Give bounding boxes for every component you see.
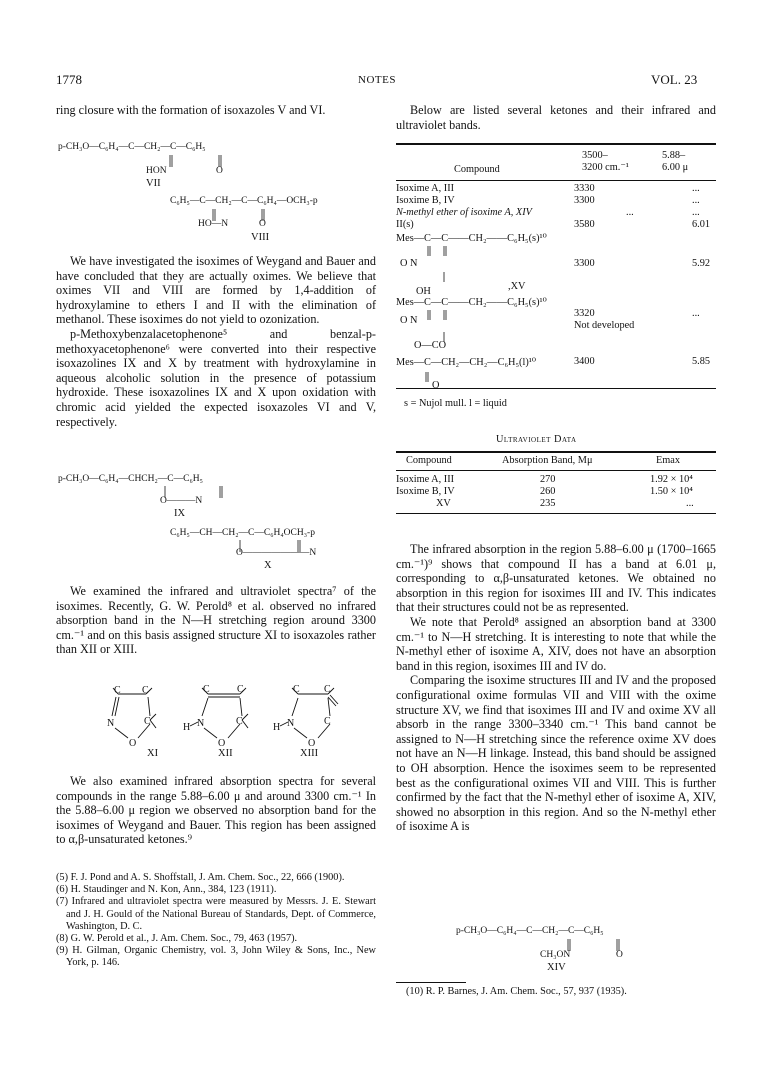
cell-compound: Isoxime A, III <box>396 183 455 194</box>
footnote: (5) F. J. Pond and A. S. Shoffstall, J. Am. Chem. Soc., 22, 666 (1900). <box>56 872 345 883</box>
label-ix: IX <box>174 508 186 519</box>
sub-o: O <box>616 950 623 960</box>
right-body <box>396 542 716 834</box>
sub-hon: HON <box>146 166 167 176</box>
struct-sub: O N <box>400 315 418 326</box>
cell-compound: Mes—C—CH₂—CH₂—C₆H₅(l)¹⁰ <box>396 357 536 368</box>
svg-text:N: N <box>107 718 115 729</box>
table-rule-top <box>396 143 716 145</box>
svg-text:C: C <box>237 684 244 695</box>
sub-ho-n: HO—N <box>198 219 229 229</box>
sub-ring: O———N <box>160 496 203 506</box>
ir-header-588: 5.88– 6.00 μ <box>662 150 689 173</box>
table-rule-bottom <box>396 388 716 389</box>
cell-compound: Mes—C—C——CH₂——C₆H₅(s)¹⁰ <box>396 233 547 244</box>
cell-value: ... <box>692 207 700 218</box>
cell-value: 270 <box>540 474 556 485</box>
volume-label: VOL. 23 <box>651 72 698 87</box>
cell-value: ... <box>692 308 700 319</box>
cell-compound: Isoxime A, III <box>396 474 455 485</box>
uv-header-emax: Emax <box>656 455 681 466</box>
svg-text:N: N <box>197 718 205 729</box>
left-intro <box>56 103 376 118</box>
svg-text:H: H <box>273 722 281 733</box>
uv-header-compound: Compound <box>406 455 452 466</box>
sub-o: O <box>216 166 223 176</box>
paragraph: p-Methoxybenzalacetophenone⁵ and benzal-p-methoxyacetophenone⁶ were converted into their respective isoxazolines IX and X by treatment with hydroxylamine in aqueous alcoholic solution in the presence of potassium hydroxide. These isoxazolines IX and X upon oxidation with chromic acid yielded the expected isoxazoles VI and V, respectively. <box>56 326 376 429</box>
struct-sub: O—CO <box>414 340 447 351</box>
label-viii: VIII <box>251 232 270 243</box>
label-x: X <box>264 560 272 571</box>
paragraph: We examined the infrared and ultraviolet spectra⁷ of the isoximes. Recently, G. W. Perold⁸ et al. observed no infrared absorption band in the N—H stretching region around 3300 cm.⁻¹ and on this basis assigned structure XI to isoxazoles rather than XII or XIII. <box>56 584 376 657</box>
cell-value: 260 <box>540 486 556 497</box>
cell-value: 5.85 <box>692 356 711 367</box>
svg-text:C: C <box>324 684 331 695</box>
cell-value: 1.92 × 10⁴ <box>650 474 693 485</box>
paragraph: We have investigated the isoximes of Weygand and Bauer and have concluded that they are actually oximes. We believe that oximes VII and VIII are formed by 1,4-addition of hydroxylamine to ethers I and II with the elimination of methanol. These isoximes do not yield to ozonization. <box>56 254 376 327</box>
uv-table-body <box>396 474 716 514</box>
ir-table-bonds <box>396 240 576 390</box>
label-xiii: XIII <box>300 748 319 759</box>
left-body-1 <box>56 254 376 429</box>
footnote: (6) H. Staudinger and N. Kon, Ann., 384, 123 (1911). <box>56 884 277 896</box>
cell-value: 3320 Not developed <box>574 308 635 331</box>
svg-text:O: O <box>218 738 226 749</box>
uv-rule-bottom <box>396 513 716 514</box>
footnote: (8) G. W. Perold et al., J. Am. Chem. Soc., 79, 463 (1957). <box>56 933 298 945</box>
uv-rule-header <box>396 470 716 471</box>
cell-value: 235 <box>540 498 556 509</box>
uv-rule-top <box>396 451 716 453</box>
label-xiv: XIV <box>547 962 566 973</box>
cell-value: ... <box>686 498 694 509</box>
structure-xiv: p-CH₃O—C₆H₄—C—CH₂—C—C₆H₅ <box>456 926 604 936</box>
left-footnotes <box>56 872 376 970</box>
structure-viii: C₆H₅—C—CH₂—C—C₆H₄—OCH₃-p <box>170 196 318 206</box>
svg-text:C: C <box>203 684 210 695</box>
ir-header-3500: 3500– 3200 cm.⁻¹ <box>582 150 629 173</box>
cell-value: 3300 <box>574 258 595 269</box>
cell-compound: XV <box>436 498 451 509</box>
cell-value: 3580 <box>574 219 595 230</box>
cell-compound: Mes—C—C——CH₂——C₆H₅(s)¹⁰ <box>396 297 547 308</box>
footnote: (7) Infrared and ultraviolet spectra were measured by Messrs. J. E. Stewart and J. H. Gould of the National Bureau of Standards, Dept. of Commerce, Washington, D. C. <box>56 896 376 932</box>
svg-text:C: C <box>324 716 331 727</box>
cell-value: ... <box>692 183 700 194</box>
svg-text:C: C <box>142 685 149 696</box>
sub-o: O <box>259 219 266 229</box>
cell-value: 3300 <box>574 195 595 206</box>
cell-value: ... <box>626 207 634 218</box>
uv-header-band: Absorption Band, Mμ <box>502 455 593 466</box>
cell-compound: Isoxime B, IV <box>396 195 455 206</box>
cell-value: 5.92 <box>692 258 711 269</box>
cell-value: ... <box>692 195 700 206</box>
paragraph: We also examined infrared absorption spectra for several compounds in the range 5.88–6.00 μ and around 3300 cm.⁻¹ In the 5.88–6.00 μ region we observed no absorption band for the isoximes of Weygand and Bauer. This region has been assigned to α,β-unsaturated ketones.⁹ <box>56 774 376 847</box>
label-xii: XII <box>218 748 233 759</box>
svg-text:O: O <box>129 738 137 749</box>
svg-text:N: N <box>287 718 295 729</box>
uv-title: Ultraviolet Data <box>496 434 577 445</box>
cell-value: 6.01 <box>692 219 711 230</box>
cell-value: 1.50 × 10⁴ <box>650 486 693 497</box>
table-row <box>396 183 454 194</box>
running-title: NOTES <box>358 74 396 86</box>
svg-text:O: O <box>308 738 316 749</box>
formula-line: p-CH₃O—C₆H₄—C—CH₂—C—C₆H₅ <box>58 142 206 152</box>
cell-value: 3400 <box>574 356 595 367</box>
structure-x: C₆H₅—CH—CH₂—C—C₆H₄OCH₃-p <box>170 528 315 538</box>
label-xi: XI <box>147 748 159 759</box>
paragraph: ring closure with the formation of isoxazoles V and VI. <box>56 103 326 117</box>
struct-sub: ,XV <box>508 281 526 292</box>
struct-sub: OH <box>416 286 431 297</box>
paragraph: The infrared absorption in the region 5.88–6.00 μ (1700–1665 cm.⁻¹)⁹ shows that compound II has a band at 6.01 μ, corresponding to α,β-unsaturated ketones. We obtained no absorption in this region for isoximes III and IV. This indicates that their structures could not be as represented. <box>396 542 716 615</box>
right-footnote: (10) R. P. Barnes, J. Am. Chem. Soc., 57, 937 (1935). <box>406 986 627 997</box>
svg-text:C: C <box>236 716 243 727</box>
cell-compound: Isoxime B, IV <box>396 486 455 497</box>
struct-sub: O <box>432 380 440 391</box>
bond-lines-ix <box>58 482 258 504</box>
sub-ring: O———————N <box>236 548 317 558</box>
ir-header-compound: Compound <box>454 164 500 175</box>
cell-compound: N-methyl ether of isoxime A, XIV <box>396 207 532 218</box>
ir-footnote: s = Nujol mull. l = liquid <box>404 398 507 409</box>
struct-sub: O N <box>400 258 418 269</box>
page-number: 1778 <box>56 72 82 87</box>
svg-text:C: C <box>114 685 121 696</box>
left-body-2 <box>56 584 376 657</box>
cell-compound: II(s) <box>396 219 414 230</box>
label-vii: VII <box>146 178 161 189</box>
structure-ix: p-CH₃O—C₆H₄—CHCH₂—C—C₆H₅ <box>58 474 203 484</box>
table-rule-header <box>396 180 716 181</box>
left-body-3 <box>56 774 376 847</box>
sub-ch3on: CH₃ON <box>540 950 571 960</box>
paragraph: Below are listed several ketones and their infrared and ultraviolet bands. <box>396 103 716 132</box>
right-intro <box>396 103 716 132</box>
cell-value: 3330 <box>574 183 595 194</box>
svg-text:C: C <box>293 684 300 695</box>
svg-text:H: H <box>183 722 191 733</box>
footnote-rule <box>396 982 466 983</box>
paragraph: Comparing the isoxime structures III and IV and the proposed configurational oxime formulas VII and VIII with the oxime structure XV, we find that isoximes III and IV and oxime XV all absorb in the range 3300–3340 cm.⁻¹ This band cannot be assigned to N—H stretching since the reference oxime XV does not have an N—H linkage. Instead, this band should be assigned to OH absorption. Hence the isoximes seem to be represented best as the configurational oximes VII and VIII. This is further confirmed by the fact that the N-methyl ether of isoxime A, XIV, showed no absorption in this region. And so the N-methyl ether of isoxime A is <box>396 673 716 834</box>
paragraph: We note that Perold⁸ assigned an absorption band at 3300 cm.⁻¹ to N—H stretching. It is interesting to note that while the N-methyl ether of isoxime A, XIV, does not have an absorption band in this region, isoximes III and IV do. <box>396 614 716 673</box>
svg-text:C: C <box>144 716 151 727</box>
footnote: (9) H. Gilman, Organic Chemistry, vol. 3, John Wiley & Sons, Inc., New York, p. 146. <box>56 945 376 969</box>
